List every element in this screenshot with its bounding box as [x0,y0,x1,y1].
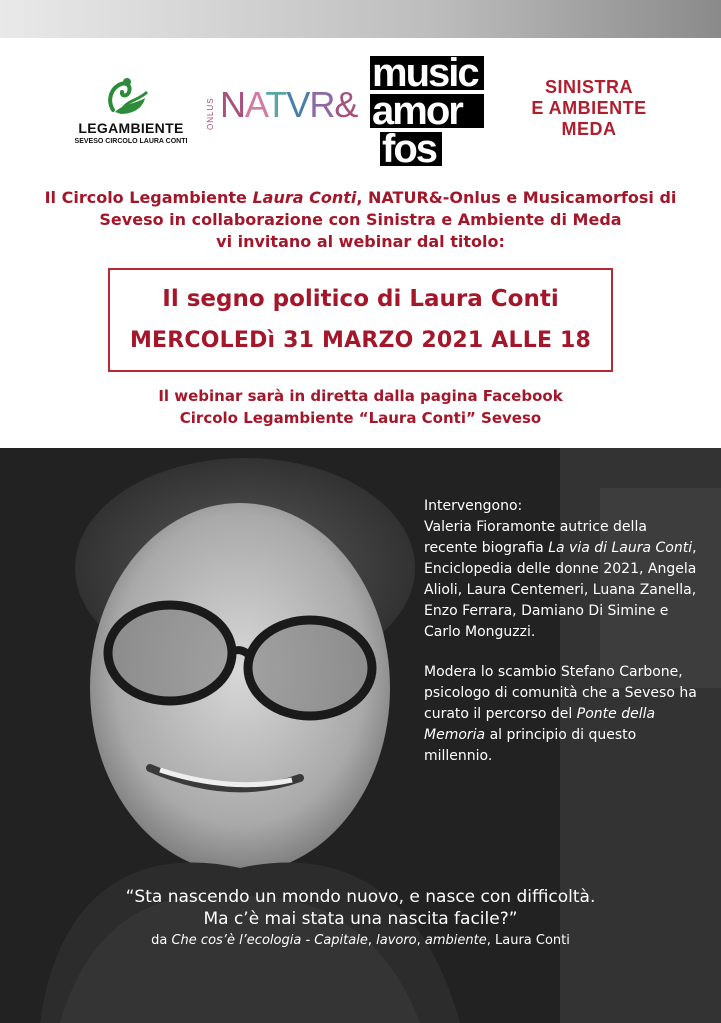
speakers-p1-italic: La via di Laura Conti [548,540,693,556]
intro-line-3: vi invitano al webinar dal titolo: [216,232,505,251]
natura-wordmark [220,84,357,126]
source-italic-3: ambiente [424,933,487,948]
natura-letter-amp: & [334,84,358,125]
speakers-p2-italic: Ponte della Memoria [424,706,656,743]
intro-line-1-end: , NATUR&-Onlus e Musicamorfosi di [356,188,677,207]
source-part-c: , [416,933,425,948]
sinistra-line-2: E AMBIENTE [531,98,647,118]
natura-letter-a: A [245,84,266,125]
music-band-3: fos [380,132,442,166]
source-italic-1: Che cos’è l’ecologia - Capitale [171,933,368,948]
quote-text [20,886,701,930]
source-italic-2: lavoro [376,933,417,948]
live-line-2: Circolo Legambiente “Laura Conti” Seveso [179,409,542,427]
speakers-paragraph-1 [424,517,704,643]
event-title: Il segno politico di Laura Conti [162,286,559,312]
quote-line-2: Ma c’è mai stata una nascita facile?” [203,909,518,929]
intro-line-1-start: Il Circolo Legambiente [44,188,253,207]
intro-line-1-italic: Laura Conti [252,188,357,207]
header-photo-strip [0,0,721,38]
event-date: MERCOLEDì 31 MARZO 2021 ALLE 18 [129,328,592,353]
speakers-heading: Intervengono: [424,498,523,514]
quote-line-1: “Sta nascendo un mondo nuovo, e nasce con difficoltà. [125,887,596,907]
event-title-box [108,268,613,372]
music-band-1: music [370,56,484,90]
natura-letter-n: N [220,84,245,125]
source-part-d: , Laura Conti [486,933,570,948]
speakers-p2-end: al principio di questo millennio. [424,727,637,764]
onlus-label: ONLUS [206,97,215,130]
sinistra-ambiente-logo [494,77,684,140]
intro-text [20,187,701,253]
legambiente-logo [56,70,206,150]
natura-letter-v: V [286,84,310,125]
source-part-b: , [367,933,377,948]
speakers-paragraph-2 [424,662,704,767]
music-band-2: amor [370,94,484,128]
musicamorfosi-logo [370,56,485,166]
intro-line-1 [20,187,701,209]
legambiente-name: LEGAMBIENTE [78,120,184,136]
legambiente-subtitle: SEVESO CIRCOLO LAURA CONTI [74,138,188,145]
sinistra-line-3: MEDA [561,119,617,139]
natura-letter-t: T [265,84,287,125]
natura-letter-r: R [309,84,335,125]
spacer [424,643,704,662]
live-line-1: Il webinar sarà in diretta dalla pagina Facebook [158,387,563,405]
intro-line-2: Seveso in collaborazione con Sinistra e Ambiente di Meda [99,210,622,229]
speakers-text [424,496,704,767]
speakers-p1-end: , Enciclopedia delle donne 2021, Angela Alioli, Laura Centemeri, Luana Zanella, Enzo Ferrara, Damiano Di Simine e Carlo Monguzzi. [424,540,697,640]
sinistra-line-1: SINISTRA [544,77,633,97]
natura-onlus-logo [206,82,366,132]
source-part-a: da [151,933,172,948]
swan-icon [103,70,151,118]
quote-source [20,932,701,950]
live-info [20,385,701,429]
speakers-p1-start: Valeria Fioramonte autrice della recente biografia [424,519,647,556]
speakers-p2-start: Modera lo scambio Stefano Carbone, psicologo di comunità che a Seveso ha curato il percorso del [424,664,697,722]
